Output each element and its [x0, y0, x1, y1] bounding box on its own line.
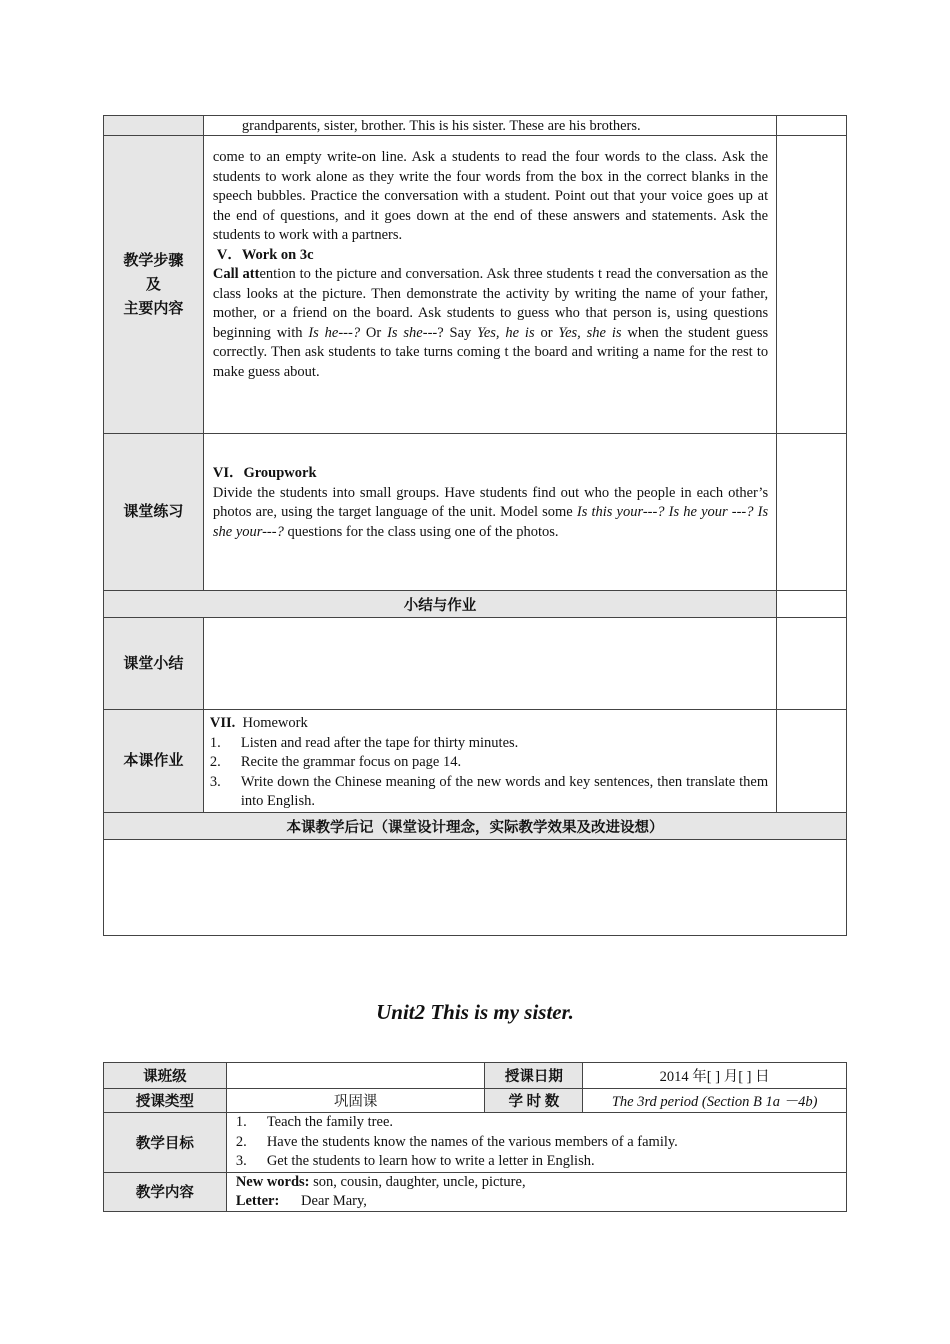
date-value: 2014 年[ ] 月[ ] 日 — [583, 1063, 847, 1089]
hours-value: The 3rd period (Section B 1a －4b) — [583, 1089, 847, 1113]
goals-label: 教学目标 — [104, 1113, 227, 1173]
lesson-info-table — [103, 1062, 847, 1212]
content-value — [226, 1172, 846, 1211]
homework-content — [203, 710, 776, 813]
teaching-steps-label: 教学步骤 及 主要内容 — [104, 136, 204, 434]
list-item: 2. Recite the grammar focus on page 14. — [209, 754, 462, 770]
unit-title: Unit2 This is my sister. — [376, 1000, 574, 1024]
notes-cell — [777, 116, 847, 136]
notes-cell — [777, 434, 847, 591]
class-value — [226, 1063, 485, 1089]
list-item: 2. Have the students know the names of the various members of a family. — [235, 1133, 678, 1150]
summary-homework-header: 小结与作业 — [104, 591, 777, 618]
class-practice-content — [203, 434, 776, 591]
teaching-steps-content — [203, 136, 776, 434]
notes-cell — [777, 710, 847, 813]
type-label: 授课类型 — [104, 1089, 227, 1113]
homework-heading: VII. Homework — [209, 715, 308, 731]
goals-content — [226, 1113, 846, 1173]
class-summary-label: 课堂小结 — [104, 618, 204, 710]
steps-paragraph-1: come to an empty write-on line. Ask a students to read the four words to the class. Ask the students to work alone as they write the four words from the box in the correct blanks in the speech bubbles. Practice the conversation with a student. Point out that your voice goes up at the end of questions, and it goes down at the end of these answers and statements. Ask the students to work with a partners. — [212, 149, 769, 243]
new-words-line: New words: son, cousin, daughter, uncle, picture, — [235, 1173, 526, 1190]
notes-cell — [777, 136, 847, 434]
notes-cell — [777, 618, 847, 710]
list-item: 1. Teach the family tree. — [235, 1114, 394, 1130]
lesson-plan-table — [103, 115, 847, 936]
reflection-content — [104, 840, 847, 936]
list-item: 1. Listen and read after the tape for thirty minutes. — [209, 734, 519, 751]
section-heading-6: VI．Groupwork — [212, 465, 317, 481]
steps-paragraph-2: Call attention to the picture and conversation. Ask three students t read the conversation as the class looks at the picture. Then demonstrate the activity by writing the name of your father, mother, or a friend on the board. Ask students to guess who that person is, using questions beginning with Is he---? Or Is she---? Say Yes, he is or Yes, she is when the student guess correctly. Then ask students to take turns coming t the board and writing a name for the rest to make guess about. — [212, 266, 769, 380]
top-continuation-text: grandparents, sister, brother. This is his sister. These are his brothers. — [203, 116, 776, 136]
class-practice-label: 课堂练习 — [104, 434, 204, 591]
section-heading-5: V．Work on 3c — [216, 246, 314, 263]
list-item: 3. Write down the Chinese meaning of the new words and key sentences, then translate them into English. — [209, 773, 769, 809]
list-item: 3. Get the students to learn how to write a letter in English. — [235, 1153, 595, 1169]
type-value: 巩固课 — [226, 1089, 485, 1113]
reflection-header: 本课教学后记（课堂设计理念，实际教学效果及改进设想） — [104, 813, 847, 840]
goals-list — [236, 1113, 846, 1172]
letter-line: Letter: Dear Mary, — [235, 1192, 367, 1209]
hours-label: 学 时 数 — [485, 1089, 583, 1113]
homework-label: 本课作业 — [104, 710, 204, 813]
homework-list — [210, 734, 768, 812]
date-label: 授课日期 — [485, 1063, 583, 1089]
label-cell-empty — [104, 116, 204, 136]
class-label: 课班级 — [104, 1063, 227, 1089]
practice-paragraph: Divide the students into small groups. Have students find out who the people in each other’s photos are, using the target language of the unit. Model some Is this your---? Is he your ---? Is she your---? questions for the class using one of the photos. — [212, 484, 769, 540]
notes-cell — [777, 591, 847, 618]
class-summary-content — [203, 618, 776, 710]
content-label: 教学内容 — [104, 1172, 227, 1211]
